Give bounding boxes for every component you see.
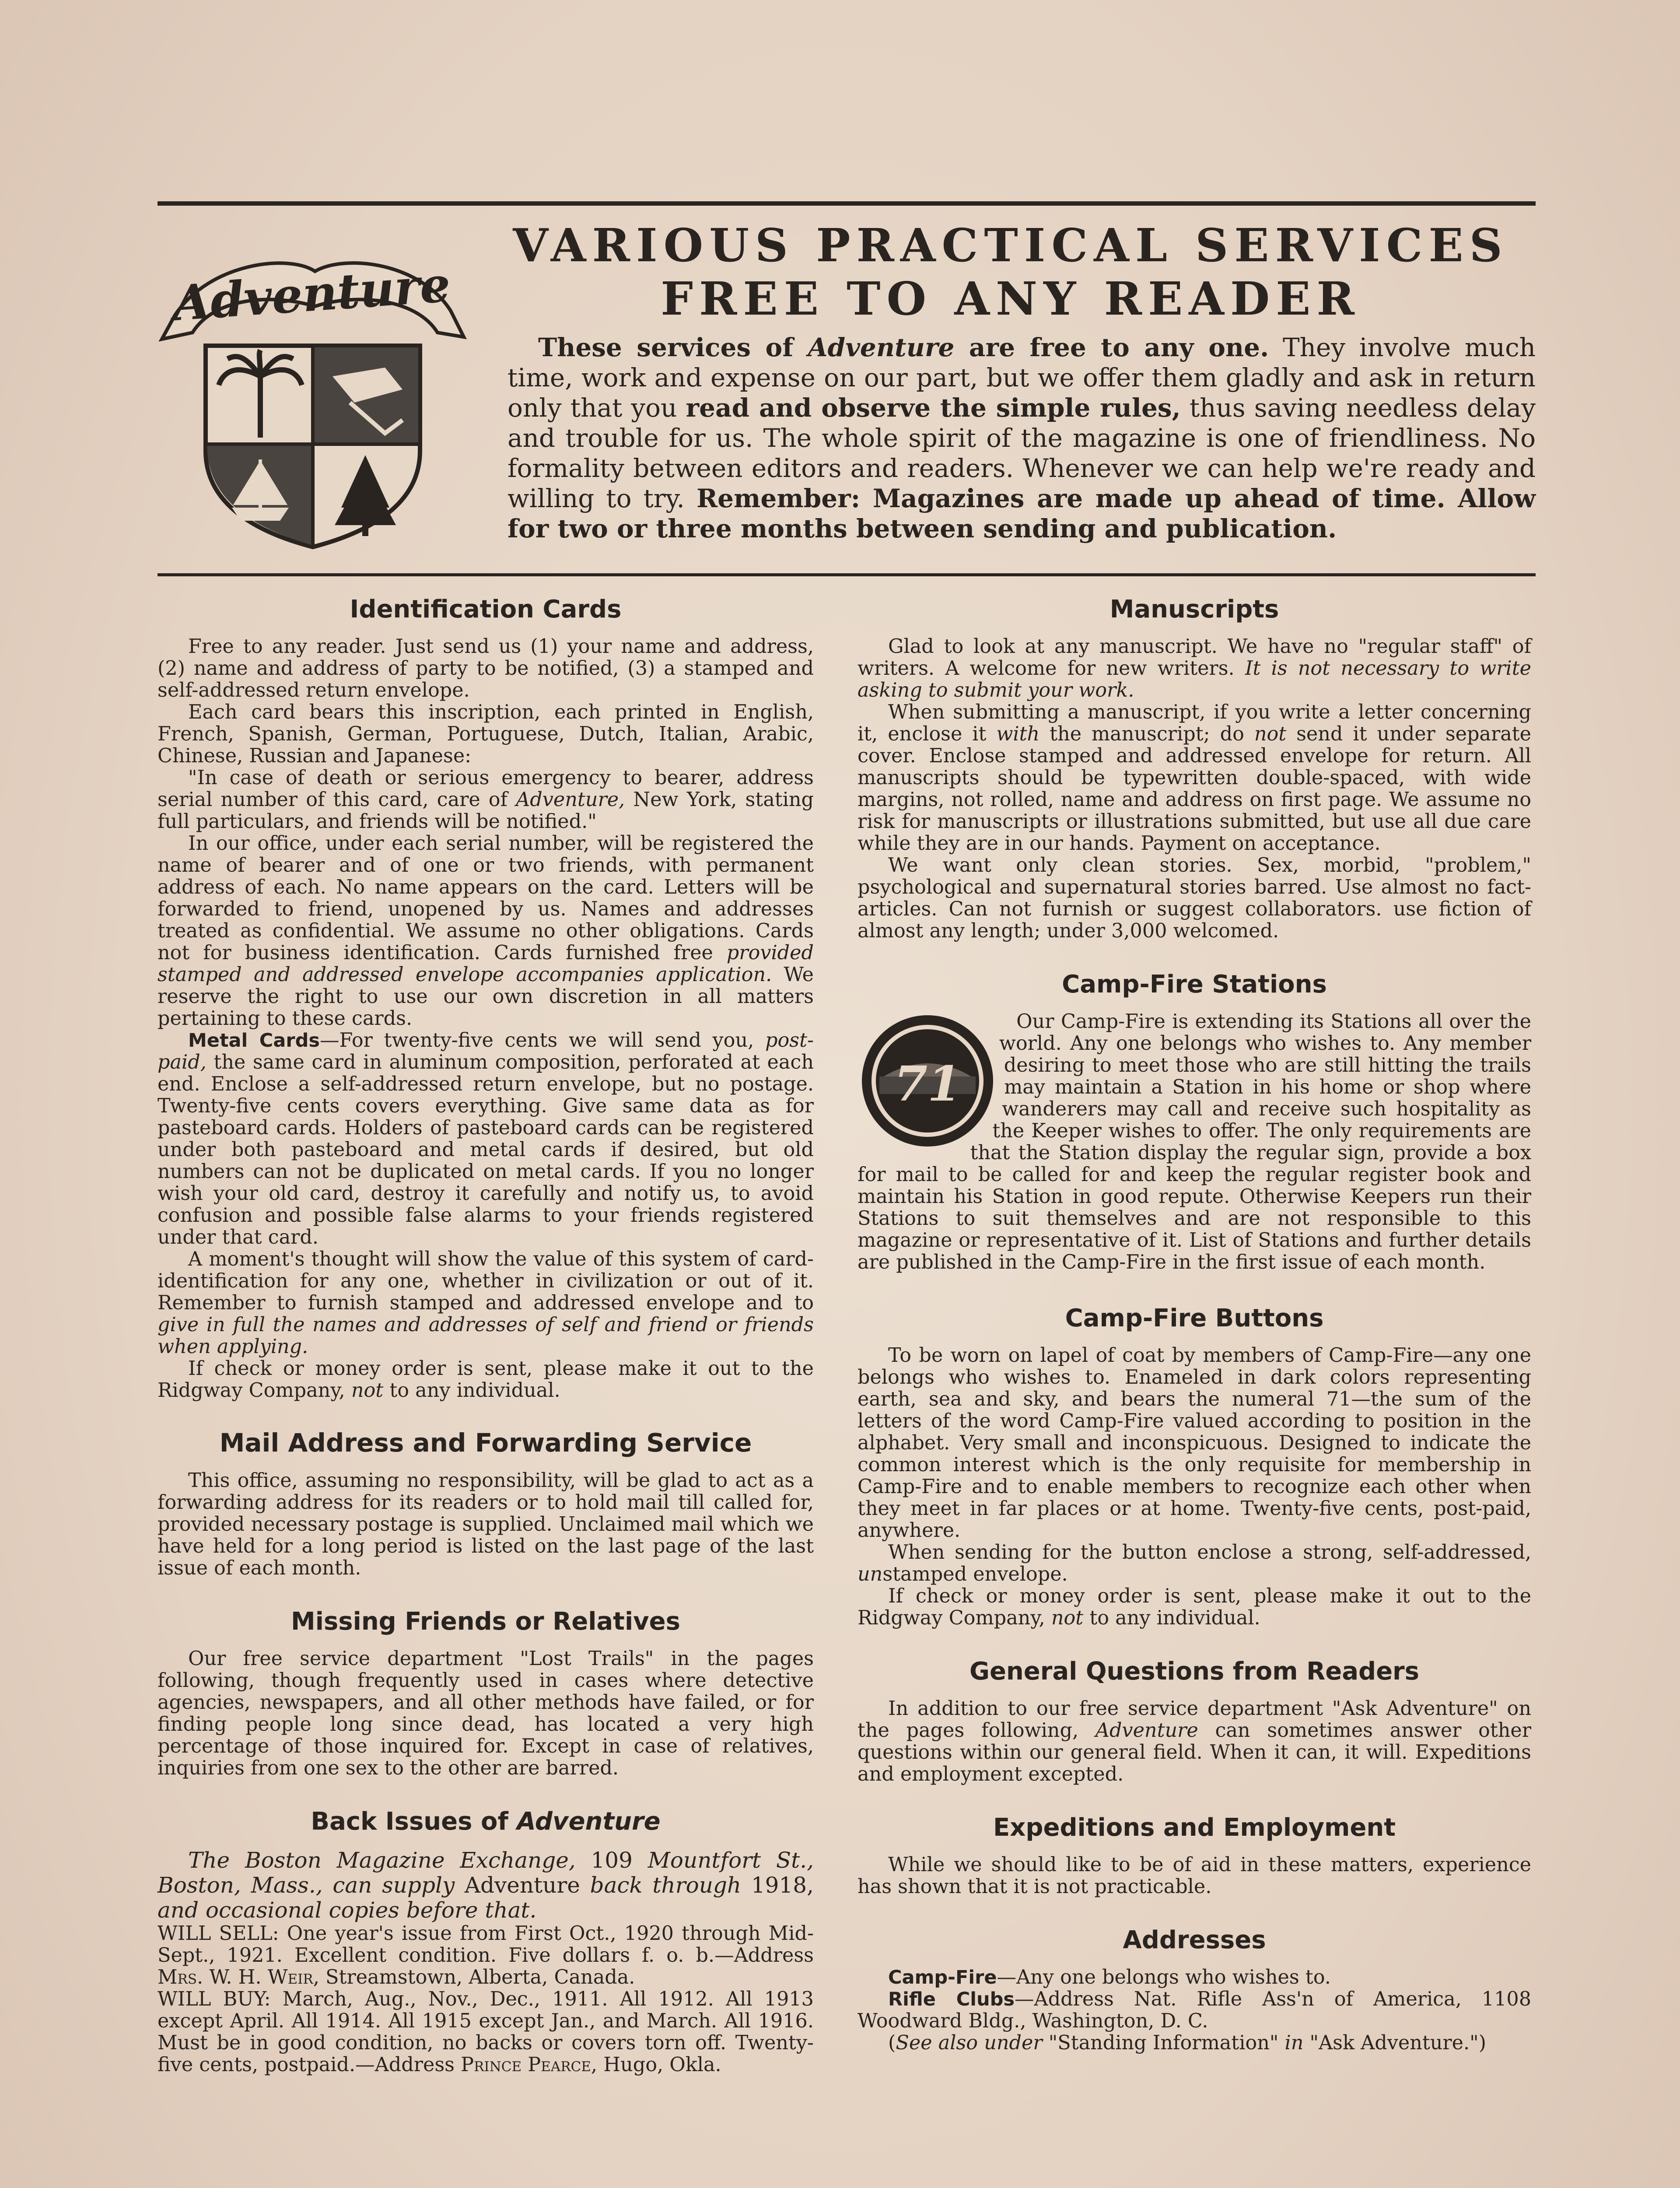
id-cards-p7-text-a: If check or money order is sent, please make it out to the Ridgway Company, [158, 1357, 814, 1402]
will-buy-location: Hugo, Okla. [597, 2054, 721, 2076]
id-cards-p4-italic: provided stamped and addressed envelope accompanies application. [158, 942, 814, 986]
id-cards-p4-text-a: In our office, under each serial number, will be registered the name of bearer and of one or two friends, with permanent address of each. No name appears on the card. Letters will be forwarded to friend, unopened by us. Names and addresses treated as confidential. We assume no other obligations. Cards not for business identification. Cards furnished free [158, 832, 814, 964]
id-cards-p6-italic: give in full the names and addresses of self and friend or friends when applying. [158, 1314, 814, 1358]
manuscripts-p2 [858, 701, 1531, 855]
id-cards-p3 [158, 767, 814, 833]
manuscripts-p2-text-b: the manuscript; do [1040, 723, 1254, 745]
see-also-italic-2: in [1284, 2032, 1304, 2054]
general-questions-paragraph [858, 1698, 1531, 1785]
will-sell-text: WILL SELL: One year's issue from First Oct., 1920 through Mid-Sept., 1921. Excellent condition. Five dollars f. o. b.—Address [158, 1922, 814, 1967]
id-cards-p7-italic: not [351, 1379, 384, 1402]
address-camp-fire-label: Camp-Fire [888, 1967, 997, 1988]
general-questions-heading: General Questions from Readers [969, 1657, 1419, 1686]
intro-bold-3: read and observe the simple rules, [686, 393, 1181, 423]
page-title [486, 219, 1536, 326]
identification-cards-heading: Identification Cards [350, 595, 622, 624]
id-cards-p4-text-b: We reserve the right to use our own discretion in all matters pertaining to these cards. [158, 964, 814, 1030]
missing-friends-paragraph: Our free service department "Lost Trails" in the pages following, though frequently used in cases where detective agencies, newspapers, and all other methods have failed, or for finding people long since dead, has located a very high percentage of those inquired for. Except in case of relatives, inquiries from one sex to the other are barred. [158, 1648, 814, 1779]
buttons-p2-text-b: stamped envelope. [882, 1563, 1068, 1585]
will-buy-name: Prince Pearce, [461, 2054, 598, 2076]
metal-cards-paragraph [158, 1030, 814, 1248]
camp-fire-stations-heading: Camp-Fire Stations [1062, 970, 1327, 999]
back-issues-heading-italic: Adventure [517, 1807, 661, 1836]
address-camp-fire-text: —Any one belongs who wishes to. [997, 1966, 1331, 1988]
buttons-p3 [858, 1585, 1531, 1629]
address-rifle-clubs-label: Rifle Clubs [888, 1988, 1015, 2010]
buttons-p3-text-b: to any individual. [1083, 1607, 1260, 1629]
will-sell-name: Mrs. W. H. Weir, [158, 1966, 319, 1988]
id-cards-p6-text: A moment's thought will show the value of this system of card-identification for any one, whether in civilization or out of it. Remember to furnish stamped and addressed envelope and to [158, 1248, 814, 1314]
address-camp-fire [858, 1967, 1531, 1988]
stations-paragraph: Our Camp-Fire is extending its Stations all over the world. Any one belongs who wishes to. Any member desiring to meet those who are still hitting the trails may maintain a Station in his home or shop where wanderers may call and receive such hospitality as the Keeper wishes to offer. The only requirements are that the Station display the regular sign, provide a box for mail to be called for and keep the regular register book and maintain his Station in good repute. Otherwise Keepers run their Stations to suit themselves and are not responsible to this magazine or representative of it. List of Stations and further details are published in the Camp-Fire in the first issue of each month. [858, 1010, 1531, 1273]
exchange-occasional: and occasional copies before that. [158, 1897, 537, 1923]
will-buy-text: WILL BUY: March, Aug., Nov., Dec., 1911. All 1912. All 1913 except April. All 1914. All 1915 except Jan., and March. All 1916. Must be in good condition, no backs or covers torn off. Twenty-five cents, postpaid.—Address [158, 1988, 814, 2076]
general-italic: Adventure [1095, 1719, 1198, 1742]
buttons-p1: To be worn on lapel of coat by members of Camp-Fire—any one belongs who wishes to. Enameled in dark colors representing earth, sea and sky, and bears the numeral 71—the sum of the letters of the word Camp-Fire valued according to position in the alphabet. Very small and inconspicuous. Designed to indicate the common interest which is the only requisite for membership in Camp-Fire and to enable members to recognize each other when they meet in far places or at home. Twenty-five cents, post-paid, anywhere. [858, 1344, 1531, 1542]
address-rifle-clubs-text: —Address Nat. Rifle Ass'n of America, 1108 Woodward Bldg., Washington, D. C. [858, 1988, 1532, 2032]
will-buy-paragraph [158, 1988, 814, 2076]
adventure-shield-icon [158, 245, 468, 551]
id-cards-p6 [158, 1248, 814, 1358]
expeditions-heading: Expeditions and Employment [993, 1813, 1396, 1842]
missing-friends-heading: Missing Friends or Relatives [291, 1607, 680, 1636]
title-line-1: VARIOUS PRACTICAL SERVICES [513, 218, 1508, 272]
badge-number: 71 [894, 1055, 961, 1112]
will-sell-location: Streamstown, Alberta, Canada. [319, 1966, 635, 1988]
exchange-address: Mountfort St., Boston, Mass., can supply [158, 1848, 814, 1898]
address-rifle-clubs [858, 1988, 1531, 2032]
right-column [858, 595, 1531, 2054]
will-sell-paragraph [158, 1923, 814, 1988]
metal-cards-label: Metal Cards [188, 1030, 320, 1052]
intro-bold-1: These services of [538, 333, 808, 362]
exchange-year: 1918, [741, 1872, 814, 1898]
back-issues-heading [158, 1807, 814, 1836]
general-text-b: can sometimes answer other questions within our general field. When it can, it will. Expeditions and employment excepted. [858, 1719, 1531, 1785]
camp-fire-buttons-heading: Camp-Fire Buttons [1065, 1304, 1324, 1332]
address-see-also [858, 2032, 1531, 2054]
see-also-open: ( [888, 2032, 896, 2054]
mail-address-paragraph: This office, assuming no responsibility, will be glad to act as a forwarding address for its readers or to hold mail till called for, provided necessary postage is supplied. Unclaimed mail which we have held for a long period is listed on the last page of the last issue of each month. [158, 1469, 814, 1579]
expeditions-paragraph: While we should like to be of aid in these matters, experience has shown that it is not practicable. [858, 1854, 1531, 1898]
id-cards-p1: Free to any reader. Just send us (1) your name and address, (2) name and address of party to be notified, (3) a stamped and self-addressed return envelope. [158, 635, 814, 701]
manuscripts-p1 [858, 636, 1531, 701]
mail-address-heading: Mail Address and Forwarding Service [219, 1428, 752, 1458]
id-cards-p3-italic: Adventure, [516, 789, 625, 811]
left-column [158, 595, 814, 2076]
title-line-2: FREE TO ANY READER [661, 272, 1361, 326]
back-issues-exchange [158, 1848, 814, 1923]
buttons-p2-text-a: When sending for the button enclose a strong, self-addressed, [888, 1541, 1531, 1564]
id-cards-p4 [158, 833, 814, 1030]
camp-fire-71-badge-icon [858, 1011, 998, 1151]
see-also-standing: "Standing Information" [1042, 2032, 1285, 2054]
back-issues-heading-text: Back Issues of [311, 1807, 517, 1836]
id-cards-p7-text-b: to any individual. [383, 1379, 560, 1402]
manuscripts-p2-text-a: When submitting a manuscript, if you write a letter concerning it, enclose it [858, 701, 1531, 745]
manuscripts-p2-italic-not: not [1254, 723, 1287, 745]
addresses-heading: Addresses [1123, 1926, 1266, 1954]
intro-italic-adventure: Adventure [808, 333, 955, 362]
buttons-p3-text-a: If check or money order is sent, please make it out to the Ridgway Company, [858, 1585, 1531, 1629]
top-rule [158, 201, 1536, 206]
buttons-p3-italic: not [1051, 1607, 1084, 1629]
exchange-name: The Boston Magazine Exchange, [188, 1848, 576, 1873]
metal-cards-italic: post-paid, [158, 1029, 814, 1073]
manuscripts-heading: Manuscripts [1110, 595, 1279, 624]
see-also-ask: "Ask Adventure.") [1303, 2032, 1486, 2054]
manuscripts-p1-italic: It is not necessary to write asking to submit your work. [858, 657, 1531, 701]
id-cards-p3-text-b: New York, stating full particulars, and friends will be notified." [158, 789, 814, 833]
id-cards-p3-text-a: "In case of death or serious emergency to bearer, address serial number of this card, care of [158, 767, 814, 811]
intro-text-2: thus saving needless delay and trouble for us. The whole spirit of the magazine is one of friendliness. No formality between editors and readers. Whenever we can help we're ready and willing to try. [508, 393, 1536, 513]
general-text-a: In addition to our free service department "Ask Adventure" on the pages following, [858, 1697, 1531, 1742]
mid-rule [158, 573, 1536, 576]
svg-text:Adventure: Adventure [171, 256, 452, 332]
intro-bold-2: are free to any one. [954, 333, 1269, 362]
buttons-p2 [858, 1542, 1531, 1585]
manuscripts-p3: We want only clean stories. Sex, morbid, "problem," psychological and supernatural stories barred. Use almost no fact-articles. Can not furnish or suggest collaborators. use fiction of almost any length; under 3,000 welcomed. [858, 854, 1531, 942]
adventure-logo-emblem [158, 245, 468, 551]
manuscripts-p2-italic-with: with [996, 723, 1040, 745]
see-also-italic-1: See also under [896, 2032, 1043, 2054]
id-cards-p2: Each card bears this inscription, each printed in English, French, Spanish, German, Portuguese, Dutch, Italian, Arabic, Chinese, Russian and Japanese: [158, 701, 814, 767]
manuscripts-p2-text-c: send it under separate cover. Enclose stamped and addressed envelope for return. All manuscripts should be typewritten double-spaced, with wide margins, not rolled, name and address on first page. We assume no risk for manuscripts or illustrations submitted, but use all due care while they are in our hands. Payment on acceptance. [858, 723, 1531, 855]
stations-block [858, 1011, 1531, 1273]
manuscripts-p1-text: Glad to look at any manuscript. We have no "regular staff" of writers. A welcome for new writers. [858, 635, 1531, 680]
intro-paragraph [508, 333, 1536, 544]
metal-cards-text-a: —For twenty-five cents we will send you, [319, 1029, 765, 1052]
id-cards-p7 [158, 1358, 814, 1402]
buttons-p2-italic: un [858, 1563, 883, 1585]
intro-text-1: They involve much time, work and expense on our part, but we offer them gladly and ask in return only that you [508, 333, 1536, 423]
exchange-back-through: back through [590, 1872, 742, 1898]
exchange-number: 109 [575, 1848, 648, 1873]
exchange-adventure: Adventure [455, 1872, 590, 1898]
metal-cards-text-b: the same card in aluminum composition, perforated at each end. Enclose a self-addressed return envelope, but no postage. Twenty-five cents covers everything. Give same data as for pasteboard cards. Holders of pasteboard cards can be registered under both pasteboard and metal cards if desired, but old numbers can not be duplicated on metal cards. If you no longer wish your old card, destroy it carefully and notify us, to avoid confusion and possible false alarms to your friends registered under that card. [158, 1051, 814, 1248]
intro-bold-remember: Remember: Magazines are made up ahead of time. Allow for two or three months between sending and publication. [508, 484, 1536, 543]
